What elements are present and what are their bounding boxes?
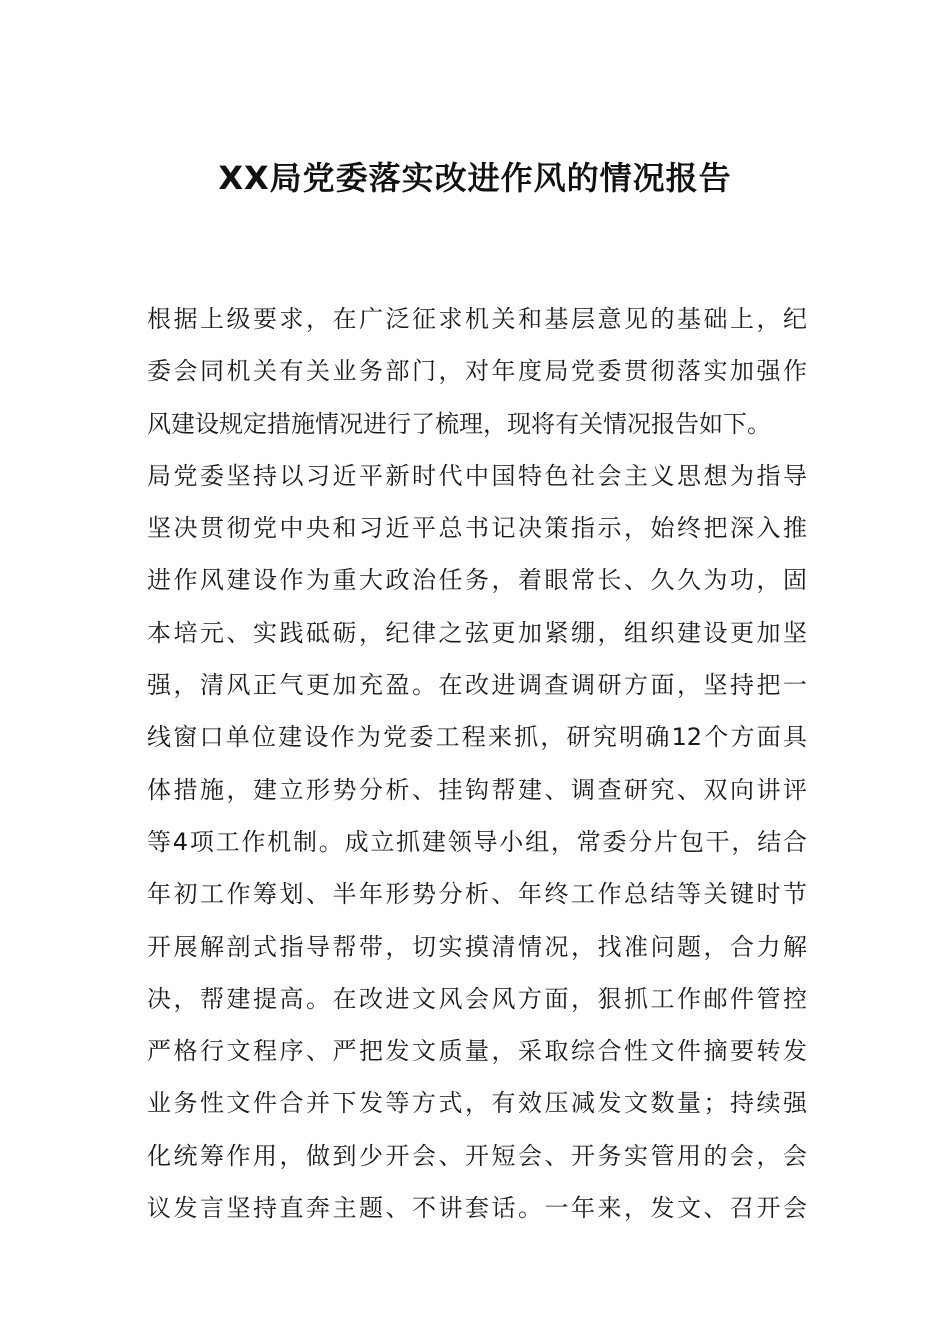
body-line: 体措施，建立形势分析、挂钩帮建、调查研究、双向讲评 (147, 775, 807, 804)
body-line: 进作风建设作为重大政治任务，着眼常长、久久为功，固 (147, 566, 807, 595)
body-line: 坚决贯彻党中央和习近平总书记决策指示，始终把深入推 (147, 514, 807, 543)
body-line: 化统筹作用，做到少开会、开短会、开务实管用的会，会 (147, 1141, 807, 1170)
body-line: 委会同机关有关业务部门，对年度局党委贯彻落实加强作 (147, 357, 807, 386)
document-body (147, 293, 807, 1234)
body-line: 线窗口单位建设作为党委工程来抓，研究明确12个方面具 (147, 723, 807, 752)
body-line: 严格行文程序、严把发文质量，采取综合性文件摘要转发 (147, 1037, 807, 1066)
body-line: 风建设规定措施情况进行了梳理，现将有关情况报告如下。 (147, 409, 771, 438)
body-line: 开展解剖式指导帮带，切实摸清情况，找准问题，合力解 (147, 932, 807, 961)
body-line: 决，帮建提高。在改进文风会风方面，狠抓工作邮件管控 (147, 984, 807, 1013)
body-line: 局党委坚持以习近平新时代中国特色社会主义思想为指导 (147, 461, 807, 490)
body-line: 业务性文件合并下发等方式，有效压减发文数量；持续强 (147, 1089, 807, 1118)
body-line: 年初工作筹划、半年形势分析、年终工作总结等关键时节 (147, 880, 807, 909)
body-line: 议发言坚持直奔主题、不讲套话。一年来，发文、召开会 (147, 1194, 807, 1223)
body-line: 等4项工作机制。成立抓建领导小组，常委分片包干，结合 (147, 827, 807, 856)
body-line: 强，清风正气更加充盈。在改进调查调研方面，坚持把一 (147, 671, 807, 700)
body-line: 根据上级要求，在广泛征求机关和基层意见的基础上，纪 (147, 305, 807, 333)
body-line: 本培元、实践砥砺，纪律之弦更加紧绷，组织建设更加坚 (147, 618, 807, 647)
document-title: XX局党委落实改进作风的情况报告 (218, 159, 732, 197)
